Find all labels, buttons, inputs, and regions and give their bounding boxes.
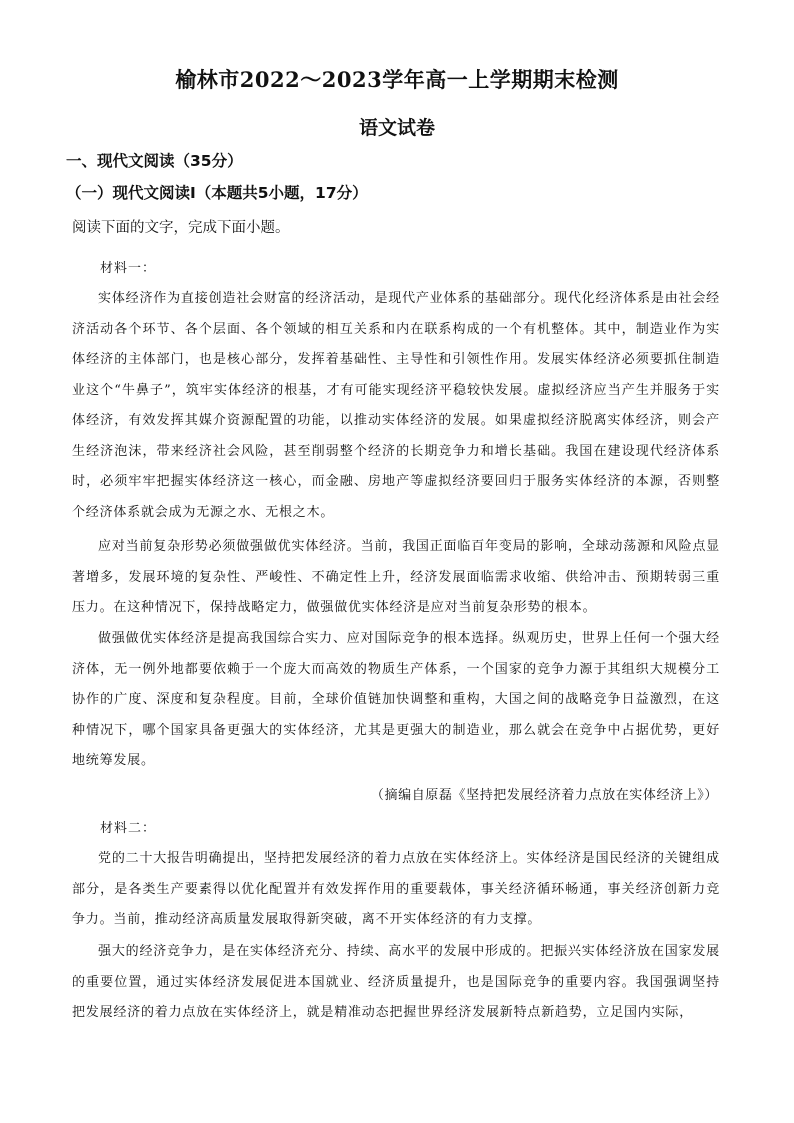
material-one-paragraph: 应对当前复杂形势必须做强做优实体经济。当前，我国正面临百年变局的影响，全球动荡源和风险点显著增多，发展环境的复杂性、严峻性、不确定性上升，经济发展面临需求收缩、供给冲击、预期转弱三重压力。在这种情况下，保持战略定力，做强做优实体经济是应对当前复杂形势的根本。 xyxy=(72,539,720,615)
material-two-paragraph: 党的二十大报告明确提出，坚持把发展经济的着力点放在实体经济上。实体经济是国民经济的关键组成部分，是各类生产要素得以优化配置并有效发挥作用的重要载体，事关经济循环畅通，事关经济创新力竞争力。当前，推动经济高质量发展取得新突破，离不开实体经济的有力支撑。 xyxy=(72,851,720,927)
material-two-paragraph: 强大的经济竞争力，是在实体经济充分、持续、高水平的发展中形成的。把振兴实体经济放在国家发展的重要位置，通过实体经济发展促进本国就业、经济质量提升，也是国际竞争的重要内容。我国强调坚持把发展经济的着力点放在实体经济上，就是精准动态把握世界经济发展新特点新趋势，立足国内实际， xyxy=(72,944,720,1020)
subsection-heading: （一）现代文阅读Ⅰ（本题共5小题，17分） xyxy=(66,184,368,202)
reading-instruction: 阅读下面的文字，完成下面小题。 xyxy=(72,220,290,236)
material-two-label: 材料二： xyxy=(100,821,157,836)
exam-subtitle: 语文试卷 xyxy=(358,117,435,139)
section-heading: 一、现代文阅读（35分） xyxy=(66,152,243,170)
material-one-paragraph: 实体经济作为直接创造社会财富的经济活动，是现代产业体系的基础部分。现代化经济体系是由社会经济活动各个环节、各个层面、各个领域的相互关系和内在联系构成的一个有机整体。其中，制造业作为实体经济的主体部门，也是核心部分，发挥着基础性、主导性和引领性作用。发展实体经济必须要抓住制造业这个“牛鼻子”，筑牢实体经济的根基，才有可能实现经济平稳较快发展。虚拟经济应当产生并服务于实体经济，有效发挥其媒介资源配置的功能，以推动实体经济的发展。如果虚拟经济脱离实体经济，则会产生经济泡沫，带来经济社会风险，甚至削弱整个经济的长期竞争力和增长基础。我国在建设现代经济体系时，必须牢牢把握实体经济这一核心，而金融、房地产等虚拟经济要回归于服务实体经济的本源，否则整个经济体系就会成为无源之水、无根之木。 xyxy=(72,291,720,520)
exam-title: 榆林市2022～2023学年高一上学期期末检测 xyxy=(175,67,619,92)
material-one-label: 材料一： xyxy=(100,261,157,276)
material-one-paragraph: 做强做优实体经济是提高我国综合实力、应对国际竞争的根本选择。纵观历史，世界上任何一个强大经济体，无一例外地都要依赖于一个庞大而高效的物质生产体系，一个国家的竞争力源于其组织大规模分工协作的广度、深度和复杂程度。目前，全球价值链加快调整和重构，大国之间的战略竞争日益激烈，在这种情况下，哪个国家具备更强大的实体经济，尤其是更强大的制造业，那么就会在竞争中占据优势，更好地统筹发展。 xyxy=(72,631,720,768)
material-one-source: （摘编自原磊《坚持把发展经济着力点放在实体经济上》） xyxy=(370,788,718,803)
